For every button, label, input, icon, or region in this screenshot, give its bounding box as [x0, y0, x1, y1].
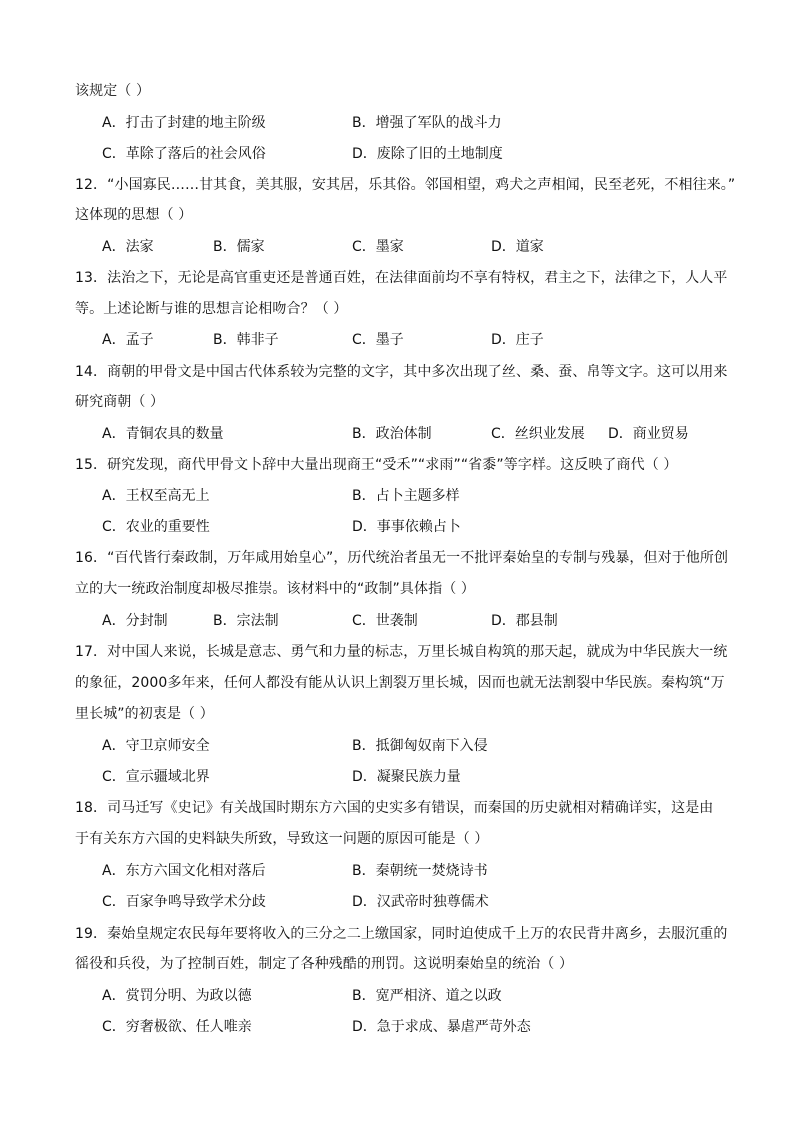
- q19-options-row2: [0, 1017, 794, 1037]
- q12-option-b[interactable]: B．儒家: [213, 239, 265, 255]
- q17-options-row2: [0, 767, 794, 787]
- q14-option-d[interactable]: D．商业贸易: [608, 426, 689, 442]
- q18-options-row2: [0, 892, 794, 912]
- q12-stem-line2: 这体现的思想（ ）: [75, 207, 193, 223]
- q19-option-d[interactable]: D．急于求成、暴虐严苛外态: [352, 1019, 531, 1035]
- q19-stem-line1: 19．秦始皇规定农民每年要将收入的三分之二上缴国家，同时迫使成千上万的农民背井离乡，去服沉重的: [75, 926, 728, 942]
- q16-stem-line2: 立的大一统政治制度却极尽推崇。该材料中的“政制”具体指（ ）: [75, 581, 475, 597]
- q13-options: [0, 330, 794, 350]
- q11-option-a[interactable]: A．打击了封建的地主阶级: [102, 115, 266, 131]
- q18-options-row1: [0, 861, 794, 881]
- q19-option-c[interactable]: C．穷奢极欲、任人唯亲: [102, 1019, 252, 1035]
- q14-stem-line1: 14．商朝的甲骨文是中国古代体系较为完整的文字，其中多次出现了丝、桑、蚕、帛等文字。这可以用来: [75, 364, 728, 380]
- q18-option-c[interactable]: C．百家争鸣导致学术分歧: [102, 894, 266, 910]
- q16-option-b[interactable]: B．宗法制: [213, 613, 279, 629]
- q15-option-c[interactable]: C．农业的重要性: [102, 519, 210, 535]
- q12-option-d[interactable]: D．道家: [491, 239, 544, 255]
- q18-option-a[interactable]: A．东方六国文化相对落后: [102, 863, 266, 879]
- q12-options: [0, 237, 794, 257]
- q17-stem-line1: 17．对中国人来说，长城是意志、勇气和力量的标志，万里长城自构筑的那天起，就成为中华民族大一统: [75, 644, 728, 660]
- q11-option-d[interactable]: D．废除了旧的土地制度: [352, 146, 503, 162]
- q16-options: [0, 611, 794, 631]
- q17-option-b[interactable]: B．抵御匈奴南下入侵: [352, 738, 488, 754]
- q18-stem-line2: 于有关东方六国的史料缺失所致，导致这一问题的原因可能是（ ）: [75, 831, 489, 847]
- q12-option-c[interactable]: C．墨家: [352, 239, 404, 255]
- q16-option-c[interactable]: C．世袭制: [352, 613, 418, 629]
- q17-option-d[interactable]: D．凝聚民族力量: [352, 769, 461, 785]
- q13-stem-line1: 13．法治之下，无论是高官重吏还是普通百姓，在法律面前均不享有特权，君主之下，法律之下，人人平: [75, 270, 728, 286]
- q14-options: [0, 424, 794, 444]
- q13-option-b[interactable]: B．韩非子: [213, 332, 279, 348]
- q15-option-a[interactable]: A．王权至高无上: [102, 488, 210, 504]
- q17-option-a[interactable]: A．守卫京师安全: [102, 738, 210, 754]
- q19-option-a[interactable]: A．赏罚分明、为政以德: [102, 988, 252, 1004]
- q15-stem-line1: 15．研究发现，商代甲骨文卜辞中大量出现商王“受禾”“求雨”“省黍”等字样。这反映了商代（ ）: [75, 457, 678, 473]
- q11-option-b[interactable]: B．增强了军队的战斗力: [352, 115, 502, 131]
- q14-stem-line2: 研究商朝（ ）: [75, 394, 165, 410]
- q13-option-a[interactable]: A．孟子: [102, 332, 154, 348]
- q13-option-d[interactable]: D．庄子: [491, 332, 544, 348]
- q15-option-b[interactable]: B．占卜主题多样: [352, 488, 460, 504]
- q17-options-row1: [0, 736, 794, 756]
- q12-stem-line1: 12．“小国寡民……甘其食，美其服，安其居，乐其俗。邻国相望，鸡犬之声相闻，民至老死，不相往来。”: [75, 177, 736, 193]
- q19-stem-line2: 徭役和兵役，为了控制百姓，制定了各种残酷的刑罚。这说明秦始皇的统治（ ）: [75, 956, 574, 972]
- q17-option-c[interactable]: C．宣示疆域北界: [102, 769, 210, 785]
- q15-option-d[interactable]: D．事事依赖占卜: [352, 519, 461, 535]
- q14-option-b[interactable]: B．政治体制: [352, 426, 432, 442]
- q15-options-row2: [0, 517, 794, 537]
- q11-stem-tail: 该规定（ ）: [75, 83, 151, 99]
- q18-option-d[interactable]: D．汉武帝时独尊儒术: [352, 894, 489, 910]
- q19-option-b[interactable]: B．宽严相济、道之以政: [352, 988, 502, 1004]
- q11-options-row2: [0, 144, 794, 164]
- q13-option-c[interactable]: C．墨子: [352, 332, 404, 348]
- q14-option-c[interactable]: C．丝织业发展: [491, 426, 585, 442]
- q14-option-a[interactable]: A．青铜农具的数量: [102, 426, 224, 442]
- q18-option-b[interactable]: B．秦朝统一焚烧诗书: [352, 863, 488, 879]
- q17-stem-line2: 的象征，2000多年来，任何人都没有能从认识上割裂万里长城，因而也就无法割裂中华民族。秦构筑“万: [75, 675, 725, 691]
- q16-option-d[interactable]: D．郡县制: [491, 613, 558, 629]
- q12-option-a[interactable]: A．法家: [102, 239, 154, 255]
- q16-option-a[interactable]: A．分封制: [102, 613, 168, 629]
- q13-stem-line2: 等。上述论断与谁的思想言论相吻合？（ ）: [75, 301, 348, 317]
- q11-option-c[interactable]: C．革除了落后的社会风俗: [102, 146, 266, 162]
- q18-stem-line1: 18．司马迁写《史记》有关战国时期东方六国的史实多有错误，而秦国的历史就相对精确详实，这是由: [75, 800, 714, 816]
- q17-stem-line3: 里长城”的初衷是（ ）: [75, 706, 214, 722]
- q16-stem-line1: 16．“百代皆行秦政制，万年咸用始皇心”，历代统治者虽无一不批评秦始皇的专制与残暴，但对于他所创: [75, 550, 729, 566]
- q11-options-row1: [0, 113, 794, 133]
- q15-options-row1: [0, 486, 794, 506]
- q19-options-row1: [0, 986, 794, 1006]
